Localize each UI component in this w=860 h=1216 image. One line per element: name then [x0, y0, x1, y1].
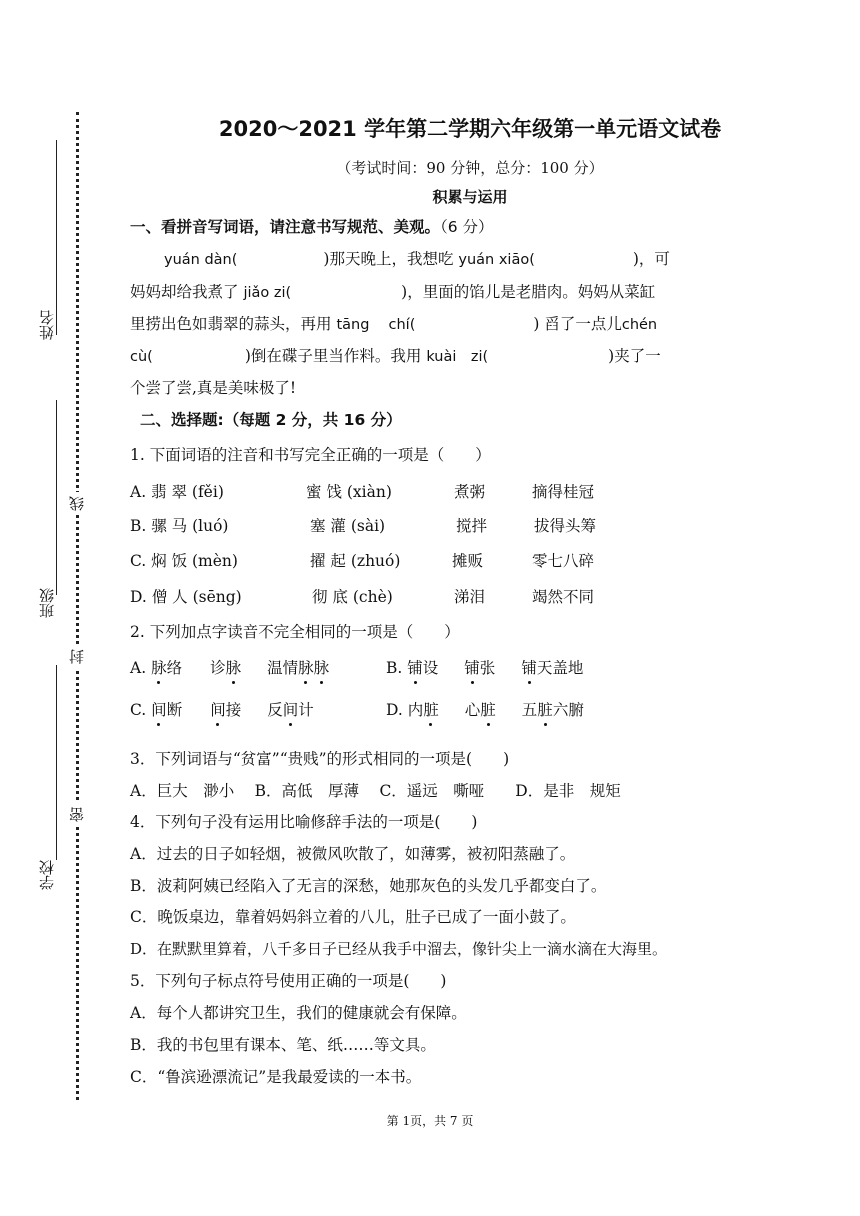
q1-line-5: 个尝了尝,真是美味极了!: [130, 379, 297, 397]
q2-1-option-d-pinyin1: D. 僧 人 (sēng): [130, 588, 242, 606]
q2-4-option-c: C．晚饭桌边，靠着妈妈斜立着的八儿，肚子已成了一面小鼓了。: [130, 908, 576, 926]
q2-1-stem: 1. 下面词语的注音和书写完全正确的一项是（ ）: [130, 446, 491, 464]
name-label: 姓名: [38, 310, 56, 340]
q2-1-option-d-word4: 竭然不同: [532, 588, 595, 606]
q2-4-option-d: D．在默默里算着，八千多日子已经从我手中溜去，像针尖上一滴水滴在大海里。: [130, 940, 668, 958]
q2-5-option-c: C．“鲁滨逊漂流记”是我最爱读的一本书。: [130, 1068, 422, 1086]
q2-3-options: A．巨大 渺小 B．高低 厚薄 C．遥远 嘶哑 D．是非 规矩: [130, 782, 621, 800]
school-write-line: [56, 665, 57, 860]
q2-1-option-b-word3: 搅拌: [456, 517, 488, 535]
q2-4-option-b: B．波莉阿姨已经陷入了无言的深愁，她那灰色的头发几乎都变白了。: [130, 877, 607, 895]
q2-1-option-c-word3: 摊贩: [452, 552, 484, 570]
q2-heading: 二、选择题:（每题 2 分，共 16 分）: [140, 411, 402, 429]
cut-char-seal: 封: [70, 645, 85, 668]
binding-dotted-line: [76, 112, 79, 1100]
q2-1-option-a-word4: 摘得桂冠: [532, 483, 595, 501]
name-write-line: [56, 140, 57, 335]
q2-4-option-a: A．过去的日子如轻烟，被微风吹散了，如薄雾，被初阳蒸融了。: [130, 845, 576, 863]
q2-1-option-a-pinyin1: A. 翡 翠 (fěi): [130, 483, 224, 501]
q2-1-option-a-pinyin2: 蜜 饯 (xiàn): [306, 483, 392, 501]
q2-1-option-a-word3: 煮粥: [454, 483, 486, 501]
class-label: 班级: [38, 588, 56, 618]
exam-title: 2020～2021 学年第二学期六年级第一单元语文试卷: [218, 117, 722, 141]
q2-2-option-b: B. 铺设 铺张 铺天盖地: [386, 659, 584, 677]
q2-2-option-d: D. 内脏 心脏 五脏六腑: [386, 701, 584, 719]
q2-1-option-d-word3: 涕泪: [454, 588, 486, 606]
q1-heading: 一、看拼音写词语，请注意书写规范、美观。（6 分）: [130, 218, 494, 236]
q2-2-stem: 2. 下列加点字读音不完全相同的一项是（ ）: [130, 623, 460, 641]
q2-3-stem: 3．下列词语与“贫富”“贵贱”的形式相同的一项是( ): [130, 750, 510, 768]
q2-2-option-a: A. 脉络 诊脉 温情脉脉: [130, 659, 330, 677]
cut-char-secret: 密: [70, 803, 85, 826]
q2-1-option-c-pinyin1: C. 焖 饭 (mèn): [130, 552, 238, 570]
q2-4-stem: 4．下列句子没有运用比喻修辞手法的一项是( ): [130, 813, 478, 831]
q2-1-option-b-word4: 拔得头筹: [534, 517, 597, 535]
q2-5-option-a: A．每个人都讲究卫生，我们的健康就会有保障。: [130, 1004, 467, 1022]
q2-2-option-c: C. 间断 间接 反间计: [130, 701, 314, 719]
q2-5-stem: 5．下列句子标点符号使用正确的一项是( ): [130, 972, 447, 990]
cut-char-line: 线: [70, 492, 85, 515]
q2-1-option-b-pinyin1: B. 骡 马 (luó): [130, 517, 229, 535]
q1-line-4: cù( )倒在碟子里当作料。我用 kuài zi( )夹了一: [130, 347, 661, 365]
class-write-line: [56, 400, 57, 595]
exam-subtitle: （考试时间：90 分钟，总分：100 分）: [336, 159, 604, 177]
section-title: 积累与运用: [432, 188, 508, 206]
q1-line-1: yuán dàn( )那天晚上，我想吃 yuán xiāo( )，可: [164, 250, 670, 268]
q1-line-3: 里捞出色如翡翠的蒜头，再用 tāng chí( ) 舀了一点儿chén: [130, 315, 658, 333]
page-footer: 第 1页，共 7 页: [386, 1114, 474, 1128]
q2-1-option-b-pinyin2: 塞 灌 (sài): [310, 517, 386, 535]
q2-1-option-c-word4: 零七八碎: [532, 552, 595, 570]
school-label: 学校: [38, 860, 56, 890]
q2-1-option-d-pinyin2: 彻 底 (chè): [312, 588, 393, 606]
q2-1-option-c-pinyin2: 擢 起 (zhuó): [310, 552, 401, 570]
q1-line-2: 妈妈却给我煮了 jiǎo zi( )，里面的馅儿是老腊肉。妈妈从菜缸: [130, 283, 656, 301]
q2-5-option-b: B．我的书包里有课本、笔、纸……等文具。: [130, 1036, 436, 1054]
